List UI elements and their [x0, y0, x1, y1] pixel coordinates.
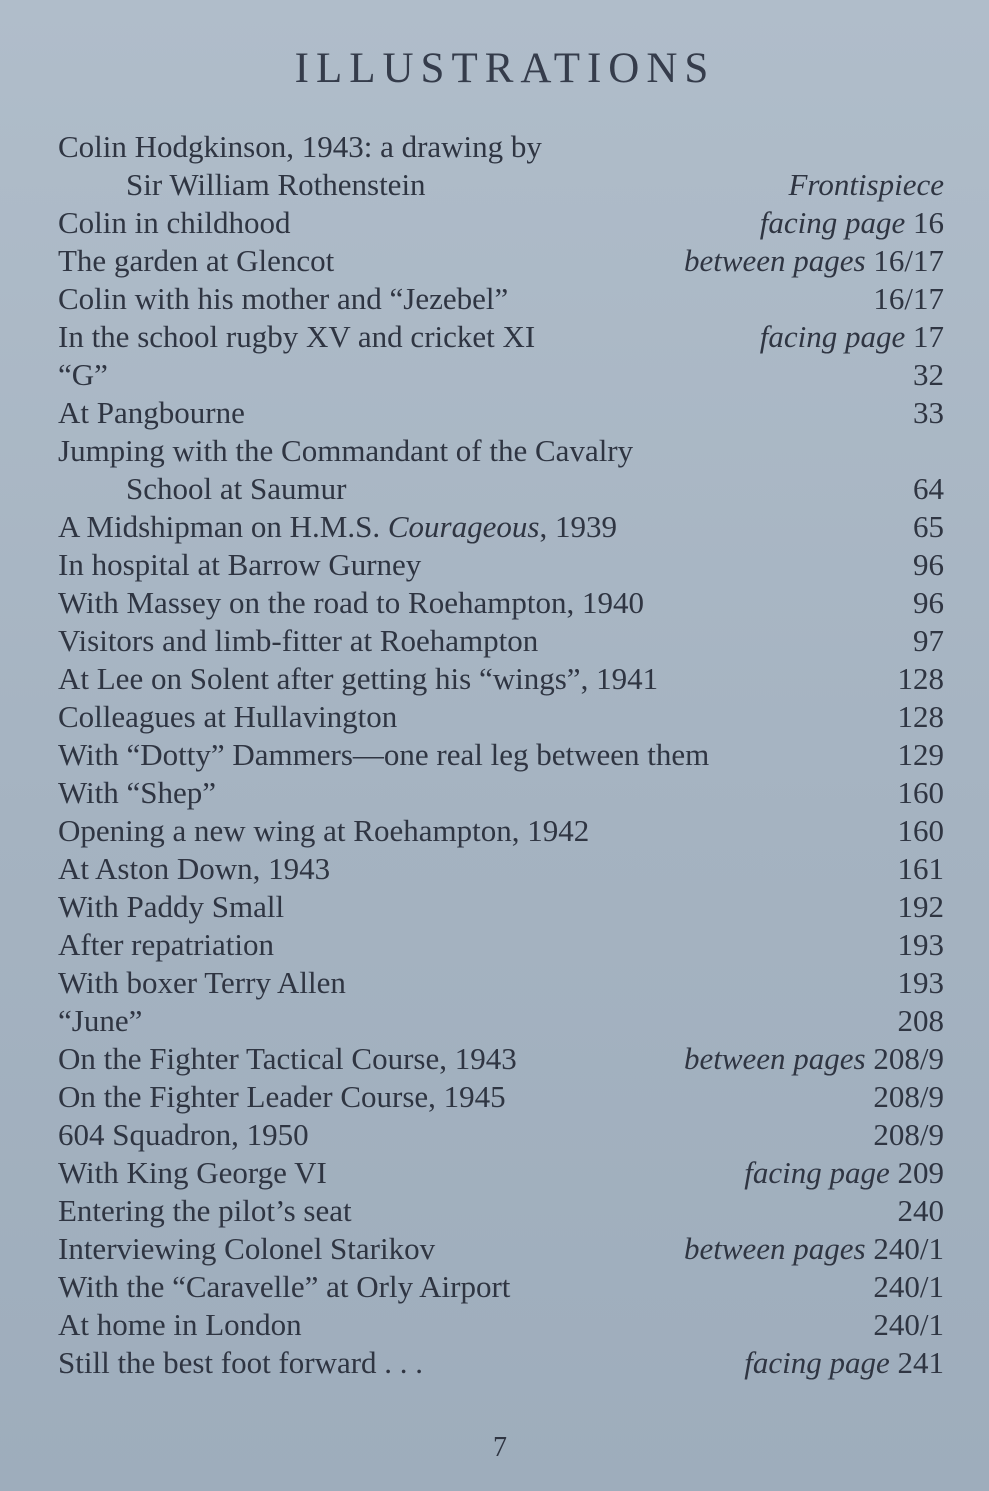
entry-page: 17	[913, 319, 944, 354]
list-item	[58, 128, 944, 204]
entry-caption: Colleagues at Hullavington	[58, 699, 398, 734]
entry-caption: Visitors and limb-fitter at Roehampton	[58, 623, 539, 658]
entry-page: 160	[897, 775, 944, 810]
page-number: 7	[493, 1432, 507, 1463]
list-item	[58, 926, 944, 964]
entry-page: 129	[897, 737, 944, 772]
entry-note: Frontispiece	[788, 167, 944, 202]
list-item	[58, 698, 944, 736]
list-item	[58, 622, 944, 660]
entry-caption: In hospital at Barrow Gurney	[58, 547, 422, 582]
entry-page: 32	[913, 357, 944, 392]
list-item	[58, 1344, 944, 1382]
entry-caption: At Lee on Solent after getting his “wings”, 1941	[58, 661, 659, 696]
entry-page: 16	[913, 205, 944, 240]
list-item	[58, 1116, 944, 1154]
list-item	[58, 1002, 944, 1040]
entry-caption	[58, 508, 913, 546]
list-item	[58, 394, 944, 432]
entry-caption: With the “Caravelle” at Orly Airport	[58, 1269, 511, 1304]
entry-page: 16/17	[873, 243, 944, 278]
entry-caption: 604 Squadron, 1950	[58, 1117, 309, 1152]
entry-page: 161	[897, 851, 944, 886]
list-item	[58, 508, 944, 546]
entry-caption: Opening a new wing at Roehampton, 1942	[58, 813, 590, 848]
list-item	[58, 584, 944, 622]
entry-page: 128	[897, 661, 944, 696]
entry-caption: With Massey on the road to Roehampton, 1940	[58, 585, 644, 620]
list-item	[58, 1040, 944, 1078]
entry-page: 240/1	[873, 1231, 944, 1266]
list-item	[58, 280, 944, 318]
list-item	[58, 660, 944, 698]
list-item	[58, 812, 944, 850]
entry-page: 193	[897, 965, 944, 1000]
entry-page: 96	[913, 547, 944, 582]
entry-page: 193	[897, 927, 944, 962]
list-item	[58, 432, 944, 508]
entry-page: 33	[913, 395, 944, 430]
list-item	[58, 204, 944, 242]
entry-page: 16/17	[873, 281, 944, 316]
list-item	[58, 736, 944, 774]
entry-note: facing page	[744, 1345, 890, 1380]
entry-caption: Entering the pilot’s seat	[58, 1193, 352, 1228]
entry-page: 64	[913, 471, 944, 506]
entry-caption: At home in London	[58, 1307, 302, 1342]
entry-note: between pages	[683, 1041, 866, 1076]
entry-page: 241	[897, 1345, 944, 1380]
entry-page: 209	[897, 1155, 944, 1190]
entry-note: between pages	[683, 1231, 866, 1266]
entry-page: 96	[913, 585, 944, 620]
entry-page: 192	[897, 889, 944, 924]
list-item	[58, 546, 944, 584]
list-item	[58, 774, 944, 812]
entry-caption: Still the best foot forward . . .	[58, 1345, 424, 1380]
entry-caption: With “Shep”	[58, 775, 217, 810]
entry-page: 208/9	[873, 1117, 944, 1152]
entry-page: 208/9	[873, 1079, 944, 1114]
ship-name: Courageous	[387, 509, 540, 544]
entry-note: between pages	[683, 243, 866, 278]
entry-caption-part: , 1939	[539, 509, 617, 544]
entry-caption: Colin in childhood	[58, 205, 291, 240]
entry-caption: “G”	[58, 357, 108, 392]
entry-caption: The garden at Glencot	[58, 243, 335, 278]
list-item	[58, 888, 944, 926]
entry-caption-continued: School at Saumur	[126, 471, 347, 506]
entry-page: 128	[897, 699, 944, 734]
entry-caption: At Aston Down, 1943	[58, 851, 331, 886]
entry-page: 208	[897, 1003, 944, 1038]
list-item	[58, 1268, 944, 1306]
list-item	[58, 1306, 944, 1344]
entry-caption: With boxer Terry Allen	[58, 965, 346, 1000]
entry-caption: After repatriation	[58, 927, 275, 962]
entry-caption: In the school rugby XV and cricket XI	[58, 319, 536, 354]
entry-caption-part: A Midshipman on H.M.S.	[58, 509, 388, 544]
entry-note: facing page	[744, 1155, 890, 1190]
list-item	[58, 1192, 944, 1230]
entry-caption: On the Fighter Leader Course, 1945	[58, 1079, 506, 1114]
list-item	[58, 1230, 944, 1268]
entry-caption: On the Fighter Tactical Course, 1943	[58, 1041, 517, 1076]
list-item	[58, 356, 944, 394]
entry-note: facing page	[759, 205, 906, 240]
list-item	[58, 318, 944, 356]
entry-caption: Colin Hodgkinson, 1943: a drawing by	[58, 129, 542, 164]
entry-page: 240	[897, 1193, 944, 1228]
entry-caption: At Pangbourne	[58, 395, 245, 430]
entry-note: facing page	[759, 319, 906, 354]
list-item	[58, 1154, 944, 1192]
entry-caption: With King George VI	[58, 1155, 327, 1190]
list-item	[58, 850, 944, 888]
entry-page: 240/1	[873, 1307, 944, 1342]
entry-page: 65	[913, 509, 944, 544]
page-title: ILLUSTRATIONS	[294, 45, 716, 92]
list-item	[58, 242, 944, 280]
entry-caption: With Paddy Small	[58, 889, 285, 924]
entry-caption: “June”	[58, 1003, 143, 1038]
entry-page: 208/9	[873, 1041, 944, 1076]
entry-caption: Interviewing Colonel Starikov	[58, 1231, 436, 1266]
illustrations-list	[58, 128, 944, 1382]
entry-caption-continued: Sir William Rothenstein	[126, 167, 426, 202]
entry-caption: Jumping with the Commandant of the Cavalry	[58, 433, 634, 468]
entry-page: 240/1	[873, 1269, 944, 1304]
entry-caption: With “Dotty” Dammers—one real leg between them	[58, 737, 710, 772]
entry-page: 97	[913, 623, 944, 658]
list-item	[58, 964, 944, 1002]
list-item	[58, 1078, 944, 1116]
entry-caption: Colin with his mother and “Jezebel”	[58, 281, 509, 316]
entry-page: 160	[897, 813, 944, 848]
